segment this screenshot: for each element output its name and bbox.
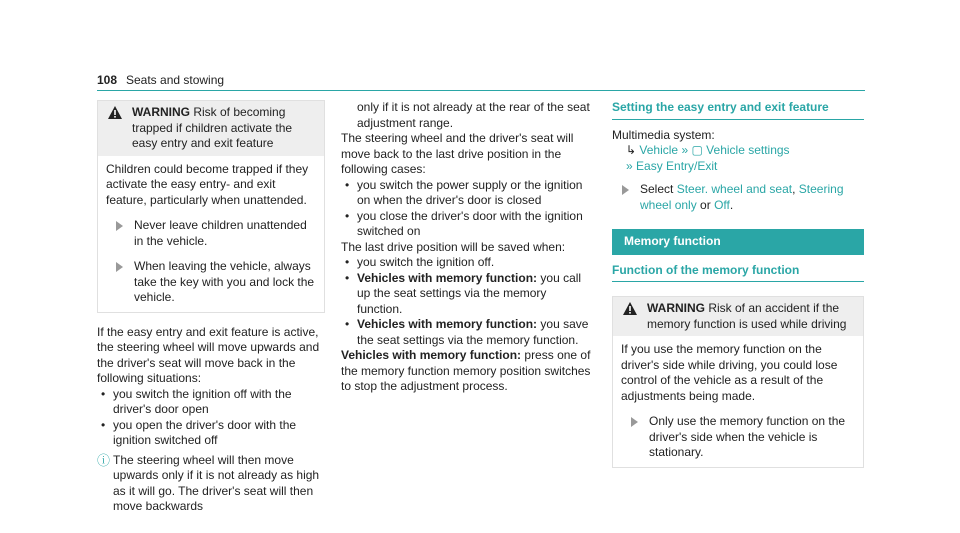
section-heading: Setting the easy entry and exit feature [612, 100, 864, 120]
warning-header [613, 297, 863, 336]
multimedia-label: Multimedia system: [612, 127, 715, 142]
select-label: Select [640, 182, 674, 196]
menu-path-2 [612, 159, 864, 175]
warning-body-text: If you use the memory function on the driver's side while driving, you could lose control of the vehicle as a result of the adjustments being made. [621, 342, 838, 403]
page-number: 108 [97, 73, 118, 87]
warning-triangle-icon [108, 106, 122, 119]
column-2 [341, 100, 595, 395]
paragraph: The steering wheel and the driver's seat will move back to the last drive position in the following cases: [341, 131, 574, 176]
warning-head-text: Risk of becoming trapped if children activate the easy entry and exit feature [132, 105, 293, 150]
play-arrow-icon [116, 221, 123, 231]
paragraph [341, 348, 595, 395]
warning-body-text: Children could become trapped if they activate the easy entry- and exit feature, particularly when unattended. [106, 161, 309, 207]
play-arrow-icon [622, 185, 629, 195]
select-step: Select Steer. wheel and seat, Steering wheel only or Off. [612, 182, 864, 213]
column-3 [612, 100, 864, 468]
paragraph-text: press one of the memory function memory position switches to stop the adjustment process. [341, 348, 591, 393]
warning-label: WARNING [647, 301, 705, 315]
menu-vehicle: Vehicle [639, 143, 679, 157]
warning-label: WARNING [132, 105, 190, 119]
bullet-bold: Vehicles with memory function: [357, 317, 538, 331]
warning-step-text: When leaving the vehicle, always take the key with you and lock the vehicle. [134, 259, 315, 304]
paragraph: only if it is not already at the rear of the seat adjustment range. [357, 100, 590, 130]
option-steering-wheel-only: Steering wheel only [640, 182, 844, 212]
page-header [97, 68, 865, 91]
warning-head-text: Risk of an accident if the memory function is used while driving [647, 301, 847, 331]
bullet-item [341, 317, 595, 348]
return-arrow-icon: ↳ [626, 143, 637, 157]
memory-function-banner: Memory function [612, 229, 864, 255]
paragraph: The last drive position will be saved when: [341, 239, 566, 254]
option-steer-wheel-seat: Steer. wheel and seat [676, 182, 793, 196]
subsection-heading: Function of the memory function [612, 263, 864, 283]
bullet-bold: Vehicles with memory function: [357, 270, 538, 285]
warning-header [98, 101, 324, 156]
option-off: Off [714, 197, 730, 212]
warning-step [621, 414, 855, 461]
double-arrow-icon: » [626, 158, 633, 173]
bullet-item: • you switch the ignition off with the driver's door open [97, 387, 325, 418]
warning-body [98, 156, 324, 312]
column-1 [97, 100, 325, 515]
bullet-item: • you close the driver's door with the ignition switched on [341, 209, 595, 240]
bullet-text: you save the seat settings via the memory function. [357, 317, 589, 347]
bullet-item: • you switch the ignition off. [341, 255, 595, 271]
warning-box [97, 100, 325, 313]
play-arrow-icon [116, 262, 123, 272]
car-settings-icon: ▢ [691, 143, 703, 157]
bullet-item: • you open the driver's door with the ignition switched off [97, 418, 325, 449]
warning-triangle-icon [623, 302, 637, 315]
menu-path [612, 143, 864, 159]
menu-vehicle-settings: Vehicle settings [706, 143, 790, 157]
bullet-text: you call up the seat settings via the memory function. [357, 270, 582, 316]
warning-step-text: Never leave children unattended in the vehicle. [134, 218, 307, 248]
paragraph-bold: Vehicles with memory function: [341, 348, 522, 362]
warning-step [106, 218, 316, 249]
warning-step [106, 259, 316, 306]
paragraph: If the easy entry and exit feature is active, the steering wheel will move upwards and the driver's seat will move back in the following situations: [97, 324, 320, 385]
warning-box [612, 296, 864, 468]
play-arrow-icon [631, 417, 638, 427]
info-icon: ⓘ [97, 452, 111, 468]
menu-easy-entry: Easy Entry/Exit [636, 158, 718, 173]
warning-body [613, 336, 863, 467]
bullet-item [341, 271, 595, 318]
note [97, 453, 325, 515]
warning-step-text: Only use the memory function on the driver's side when the vehicle is stationary. [649, 414, 846, 459]
page-title: Seats and stowing [126, 73, 225, 87]
double-arrow-icon: » [681, 143, 689, 157]
or-text: or [700, 197, 711, 212]
bullet-item: • you switch the power supply or the ignition on when the driver's door is closed [341, 178, 595, 209]
note-text: The steering wheel will then move upwards only if it is not already as high as it will go. The driver's seat will then move backwards [113, 452, 320, 513]
